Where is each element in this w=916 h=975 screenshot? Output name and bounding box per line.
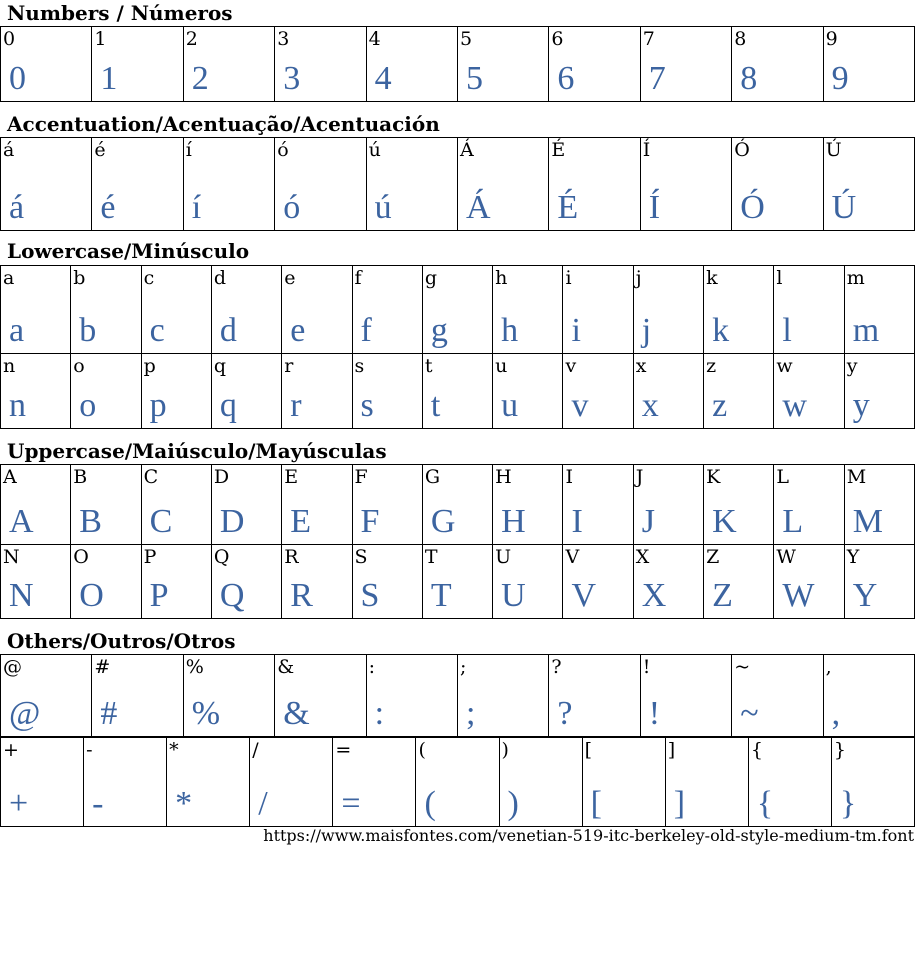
glyph-sample: e bbox=[290, 312, 306, 349]
character-label: Ú bbox=[825, 139, 842, 161]
glyph-sample: b bbox=[79, 312, 97, 349]
section-title-numbers: Numbers / Números bbox=[7, 1, 233, 25]
glyph-cell bbox=[774, 545, 844, 619]
character-label: % bbox=[185, 656, 204, 678]
character-label: á bbox=[3, 139, 15, 161]
character-label: [ bbox=[584, 739, 593, 761]
numbers-grid bbox=[0, 26, 915, 102]
glyph-cell bbox=[641, 138, 732, 231]
glyph-cell bbox=[423, 465, 493, 545]
glyph-cell bbox=[84, 738, 167, 827]
glyph-sample: 1 bbox=[100, 60, 118, 97]
glyph-sample: , bbox=[831, 695, 841, 732]
glyph-sample: z bbox=[712, 387, 728, 424]
glyph-cell bbox=[500, 738, 583, 827]
glyph-sample: M bbox=[852, 503, 883, 540]
character-label: í bbox=[185, 139, 192, 161]
character-label: = bbox=[335, 739, 352, 761]
lowercase-grid bbox=[0, 265, 915, 429]
glyph-cell bbox=[549, 27, 640, 102]
glyph-sample: c bbox=[149, 312, 165, 349]
glyph-sample: N bbox=[9, 577, 34, 614]
glyph-cell bbox=[184, 138, 275, 231]
character-label: w bbox=[776, 355, 793, 377]
glyph-sample: j bbox=[641, 312, 652, 349]
character-label: ó bbox=[277, 139, 289, 161]
glyph-cell bbox=[1, 138, 92, 231]
character-label: : bbox=[368, 656, 375, 678]
character-label: ; bbox=[460, 656, 467, 678]
character-label: K bbox=[706, 466, 721, 488]
glyph-cell bbox=[275, 138, 366, 231]
uppercase-grid bbox=[0, 464, 915, 619]
character-label: Z bbox=[706, 546, 720, 568]
character-label: ? bbox=[551, 656, 562, 678]
glyph-cell bbox=[824, 138, 915, 231]
glyph-sample: = bbox=[341, 785, 361, 822]
glyph-cell bbox=[583, 738, 666, 827]
glyph-sample: O bbox=[79, 577, 104, 614]
character-label: G bbox=[424, 466, 441, 488]
glyph-sample: á bbox=[9, 189, 25, 226]
glyph-sample: L bbox=[782, 503, 804, 540]
glyph-sample: o bbox=[79, 387, 97, 424]
glyph-sample: r bbox=[290, 387, 302, 424]
glyph-cell bbox=[423, 545, 493, 619]
glyph-sample: / bbox=[258, 785, 268, 822]
glyph-sample: S bbox=[360, 577, 380, 614]
glyph-sample: f bbox=[360, 312, 372, 349]
glyph-cell bbox=[184, 655, 275, 737]
glyph-sample: ? bbox=[557, 695, 573, 732]
character-label: o bbox=[73, 355, 85, 377]
character-label: 5 bbox=[460, 28, 473, 50]
glyph-sample: P bbox=[149, 577, 169, 614]
glyph-cell bbox=[634, 465, 704, 545]
glyph-cell bbox=[493, 354, 563, 429]
accents-grid bbox=[0, 137, 915, 231]
character-label: B bbox=[73, 466, 88, 488]
glyph-cell bbox=[250, 738, 333, 827]
character-label: ] bbox=[667, 739, 676, 761]
glyph-sample: v bbox=[571, 387, 589, 424]
glyph-cell bbox=[824, 655, 915, 737]
glyph-sample: Q bbox=[219, 577, 245, 614]
glyph-sample: Ó bbox=[740, 189, 765, 226]
glyph-cell bbox=[423, 266, 493, 354]
glyph-cell bbox=[1, 738, 84, 827]
glyph-cell bbox=[732, 655, 823, 737]
character-label: 2 bbox=[185, 28, 198, 50]
glyph-sample: k bbox=[712, 312, 730, 349]
glyph-cell bbox=[367, 655, 458, 737]
glyph-cell bbox=[458, 138, 549, 231]
glyph-cell bbox=[282, 266, 352, 354]
glyph-cell bbox=[704, 545, 774, 619]
character-label: 3 bbox=[277, 28, 290, 50]
glyph-cell bbox=[212, 465, 282, 545]
glyph-sample: x bbox=[641, 387, 659, 424]
glyph-cell bbox=[1, 655, 92, 737]
glyph-cell bbox=[458, 27, 549, 102]
character-label: Á bbox=[460, 139, 474, 161]
glyph-sample: I bbox=[571, 503, 583, 540]
glyph-sample: ] bbox=[673, 785, 686, 822]
glyph-cell bbox=[563, 545, 633, 619]
character-label: J bbox=[635, 466, 644, 488]
glyph-cell bbox=[142, 465, 212, 545]
character-label: O bbox=[73, 546, 89, 568]
character-label: i bbox=[565, 267, 572, 289]
character-label: T bbox=[424, 546, 438, 568]
glyph-sample: h bbox=[501, 312, 519, 349]
character-label: A bbox=[3, 466, 17, 488]
character-label: g bbox=[424, 267, 438, 289]
glyph-cell bbox=[1, 465, 71, 545]
character-label: É bbox=[551, 139, 566, 161]
glyph-cell bbox=[142, 545, 212, 619]
glyph-cell bbox=[774, 465, 844, 545]
glyph-sample: ; bbox=[466, 695, 476, 732]
character-label: ú bbox=[368, 139, 381, 161]
character-label: x bbox=[635, 355, 647, 377]
others-grid-row1 bbox=[0, 654, 915, 737]
glyph-sample: * bbox=[175, 785, 193, 822]
section-title-uppercase: Uppercase/Maiúsculo/Mayúsculas bbox=[7, 439, 387, 463]
glyph-sample: Y bbox=[852, 577, 878, 614]
character-label: # bbox=[94, 656, 111, 678]
character-label: p bbox=[143, 355, 156, 377]
glyph-cell bbox=[704, 266, 774, 354]
character-label: 7 bbox=[642, 28, 655, 50]
section-title-others: Others/Outros/Otros bbox=[7, 629, 236, 653]
glyph-cell bbox=[1, 266, 71, 354]
glyph-cell bbox=[641, 655, 732, 737]
glyph-sample: q bbox=[219, 387, 237, 424]
character-label: X bbox=[635, 546, 650, 568]
character-label: D bbox=[213, 466, 230, 488]
glyph-cell bbox=[71, 465, 141, 545]
character-label: f bbox=[354, 267, 362, 289]
glyph-sample: & bbox=[283, 695, 310, 732]
glyph-sample: Í bbox=[648, 189, 661, 226]
glyph-cell bbox=[774, 354, 844, 429]
character-label: } bbox=[833, 739, 846, 761]
glyph-cell bbox=[634, 266, 704, 354]
glyph-cell bbox=[1, 27, 92, 102]
glyph-sample: X bbox=[641, 577, 667, 614]
glyph-sample: ó bbox=[283, 189, 301, 226]
glyph-cell bbox=[367, 27, 458, 102]
glyph-sample: m bbox=[852, 312, 880, 349]
glyph-cell bbox=[704, 354, 774, 429]
character-label: z bbox=[706, 355, 717, 377]
character-label: * bbox=[169, 739, 179, 761]
character-label: Ó bbox=[734, 139, 750, 161]
character-label: U bbox=[495, 546, 512, 568]
glyph-sample: J bbox=[641, 503, 655, 540]
glyph-sample: ( bbox=[424, 785, 436, 822]
character-label: d bbox=[213, 267, 227, 289]
glyph-cell bbox=[71, 354, 141, 429]
glyph-sample: C bbox=[149, 503, 173, 540]
glyph-sample: u bbox=[501, 387, 519, 424]
character-label: a bbox=[3, 267, 15, 289]
glyph-sample: F bbox=[360, 503, 380, 540]
glyph-sample: G bbox=[430, 503, 456, 540]
character-label: ~ bbox=[734, 656, 751, 678]
glyph-cell bbox=[732, 27, 823, 102]
character-label: q bbox=[213, 355, 227, 377]
glyph-cell bbox=[92, 138, 183, 231]
glyph-cell bbox=[704, 465, 774, 545]
glyph-sample: 7 bbox=[648, 60, 666, 97]
glyph-cell bbox=[845, 354, 915, 429]
character-label: s bbox=[354, 355, 365, 377]
glyph-cell bbox=[367, 138, 458, 231]
character-label: Q bbox=[213, 546, 230, 568]
glyph-sample: Z bbox=[712, 577, 733, 614]
character-label: , bbox=[825, 656, 832, 678]
glyph-sample: 8 bbox=[740, 60, 758, 97]
glyph-sample: p bbox=[149, 387, 167, 424]
glyph-cell bbox=[333, 738, 416, 827]
glyph-cell bbox=[563, 266, 633, 354]
glyph-cell bbox=[71, 545, 141, 619]
character-label: 4 bbox=[368, 28, 381, 50]
glyph-cell bbox=[275, 655, 366, 737]
glyph-cell bbox=[749, 738, 832, 827]
character-label: m bbox=[846, 267, 865, 289]
glyph-sample: ú bbox=[374, 189, 392, 226]
glyph-sample: w bbox=[782, 387, 807, 424]
glyph-sample: a bbox=[9, 312, 25, 349]
glyph-sample: ~ bbox=[740, 695, 759, 732]
glyph-sample: B bbox=[79, 503, 102, 540]
glyph-sample: A bbox=[9, 503, 34, 540]
glyph-sample: 3 bbox=[283, 60, 301, 97]
glyph-cell bbox=[353, 266, 423, 354]
glyph-cell bbox=[845, 465, 915, 545]
glyph-sample: # bbox=[100, 695, 118, 732]
character-label: 6 bbox=[551, 28, 564, 50]
glyph-cell bbox=[92, 27, 183, 102]
character-label: R bbox=[284, 546, 299, 568]
glyph-cell bbox=[282, 354, 352, 429]
glyph-cell bbox=[275, 27, 366, 102]
glyph-sample: 0 bbox=[9, 60, 26, 97]
character-label: L bbox=[776, 466, 789, 488]
glyph-sample: 9 bbox=[831, 60, 849, 97]
glyph-sample: { bbox=[756, 785, 774, 822]
character-label: Y bbox=[846, 546, 860, 568]
character-label: b bbox=[73, 267, 86, 289]
character-label: k bbox=[706, 267, 718, 289]
glyph-sample: @ bbox=[9, 695, 41, 732]
glyph-cell bbox=[282, 545, 352, 619]
glyph-cell bbox=[845, 266, 915, 354]
character-label: r bbox=[284, 355, 294, 377]
glyph-sample: W bbox=[782, 577, 815, 614]
others-grid-row2 bbox=[0, 737, 915, 827]
glyph-cell bbox=[563, 465, 633, 545]
glyph-sample: 6 bbox=[557, 60, 575, 97]
character-label: @ bbox=[3, 656, 22, 678]
character-label: I bbox=[565, 466, 573, 488]
glyph-sample: É bbox=[557, 189, 579, 226]
character-label: E bbox=[284, 466, 299, 488]
character-label: j bbox=[635, 267, 642, 289]
glyph-sample: d bbox=[219, 312, 237, 349]
glyph-cell bbox=[845, 545, 915, 619]
character-label: & bbox=[277, 656, 295, 678]
glyph-sample: T bbox=[430, 577, 452, 614]
glyph-sample: D bbox=[219, 503, 245, 540]
glyph-sample: E bbox=[290, 503, 311, 540]
glyph-cell bbox=[416, 738, 499, 827]
glyph-cell bbox=[832, 738, 915, 827]
glyph-sample: U bbox=[501, 577, 526, 614]
glyph-cell bbox=[493, 266, 563, 354]
glyph-sample: R bbox=[290, 577, 313, 614]
glyph-cell bbox=[142, 354, 212, 429]
character-label: ) bbox=[501, 739, 509, 761]
glyph-cell bbox=[167, 738, 250, 827]
character-label: N bbox=[3, 546, 20, 568]
character-label: C bbox=[143, 466, 159, 488]
glyph-cell bbox=[353, 465, 423, 545]
character-label: 1 bbox=[94, 28, 107, 50]
section-title-accents: Accentuation/Acentuação/Acentuación bbox=[7, 112, 440, 136]
character-label: 0 bbox=[3, 28, 16, 50]
character-label: 8 bbox=[734, 28, 747, 50]
glyph-cell bbox=[212, 545, 282, 619]
character-label: Í bbox=[642, 139, 651, 161]
glyph-cell bbox=[732, 138, 823, 231]
character-label: W bbox=[776, 546, 796, 568]
glyph-sample: ! bbox=[648, 695, 661, 732]
character-label: F bbox=[354, 466, 368, 488]
glyph-cell bbox=[493, 465, 563, 545]
glyph-cell bbox=[71, 266, 141, 354]
glyph-cell bbox=[92, 655, 183, 737]
glyph-sample: + bbox=[9, 785, 29, 822]
glyph-sample: H bbox=[501, 503, 526, 540]
glyph-sample: n bbox=[9, 387, 26, 424]
glyph-cell bbox=[212, 354, 282, 429]
glyph-cell bbox=[142, 266, 212, 354]
glyph-cell bbox=[563, 354, 633, 429]
character-label: u bbox=[495, 355, 508, 377]
glyph-cell bbox=[641, 27, 732, 102]
glyph-sample: 2 bbox=[191, 60, 209, 97]
character-label: ( bbox=[418, 739, 426, 761]
glyph-sample: g bbox=[430, 312, 448, 349]
character-label: P bbox=[143, 546, 157, 568]
glyph-sample: 5 bbox=[466, 60, 483, 97]
glyph-sample: Á bbox=[466, 189, 491, 226]
character-label: n bbox=[3, 355, 16, 377]
glyph-cell bbox=[458, 655, 549, 737]
character-label: c bbox=[143, 267, 155, 289]
glyph-cell bbox=[1, 354, 71, 429]
glyph-sample: } bbox=[839, 785, 857, 822]
glyph-sample: - bbox=[92, 785, 104, 822]
glyph-cell bbox=[493, 545, 563, 619]
glyph-cell bbox=[353, 545, 423, 619]
character-label: S bbox=[354, 546, 368, 568]
character-label: ! bbox=[642, 656, 651, 678]
glyph-cell bbox=[282, 465, 352, 545]
character-label: e bbox=[284, 267, 296, 289]
character-label: l bbox=[776, 267, 783, 289]
character-label: / bbox=[252, 739, 259, 761]
glyph-cell bbox=[423, 354, 493, 429]
glyph-sample: í bbox=[191, 189, 202, 226]
character-label: H bbox=[495, 466, 512, 488]
character-label: { bbox=[750, 739, 763, 761]
character-label: V bbox=[565, 546, 580, 568]
glyph-sample: [ bbox=[590, 785, 602, 822]
character-label: h bbox=[495, 267, 508, 289]
glyph-sample: 4 bbox=[374, 60, 392, 97]
glyph-sample: i bbox=[571, 312, 581, 349]
glyph-cell bbox=[774, 266, 844, 354]
glyph-cell bbox=[634, 354, 704, 429]
glyph-sample: é bbox=[100, 189, 116, 226]
glyph-cell bbox=[1, 545, 71, 619]
glyph-cell bbox=[353, 354, 423, 429]
character-label: - bbox=[86, 739, 93, 761]
glyph-sample: Ú bbox=[831, 189, 857, 226]
glyph-cell bbox=[212, 266, 282, 354]
character-label: y bbox=[846, 355, 858, 377]
character-label: 9 bbox=[825, 28, 838, 50]
glyph-sample: % bbox=[191, 695, 221, 732]
character-label: é bbox=[94, 139, 106, 161]
glyph-cell bbox=[634, 545, 704, 619]
footer-url: https://www.maisfontes.com/venetian-519-itc-berkeley-old-style-medium-tm.font bbox=[263, 826, 914, 845]
character-label: t bbox=[424, 355, 433, 377]
glyph-sample: t bbox=[430, 387, 441, 424]
glyph-sample: V bbox=[571, 577, 597, 614]
glyph-sample: l bbox=[782, 312, 792, 349]
glyph-sample: : bbox=[374, 695, 385, 732]
character-label: M bbox=[846, 466, 867, 488]
character-label: v bbox=[565, 355, 577, 377]
glyph-cell bbox=[549, 655, 640, 737]
section-title-lowercase: Lowercase/Minúsculo bbox=[7, 239, 250, 263]
glyph-sample: K bbox=[712, 503, 737, 540]
glyph-cell bbox=[824, 27, 915, 102]
glyph-sample: y bbox=[852, 387, 870, 424]
glyph-sample: s bbox=[360, 387, 374, 424]
glyph-sample: ) bbox=[507, 785, 519, 822]
character-label: + bbox=[3, 739, 19, 761]
glyph-cell bbox=[549, 138, 640, 231]
glyph-cell bbox=[184, 27, 275, 102]
glyph-cell bbox=[666, 738, 749, 827]
